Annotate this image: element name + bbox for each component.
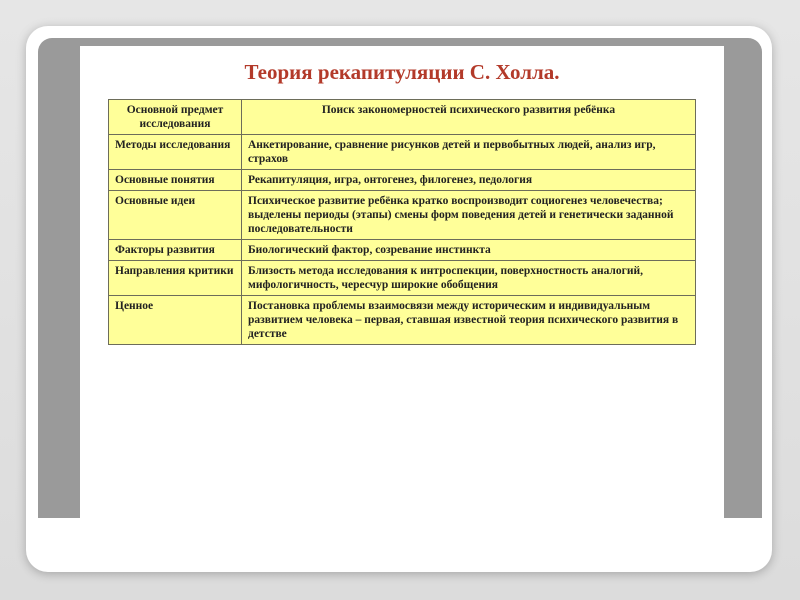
theory-table	[108, 99, 696, 345]
row-label: Факторы развития	[109, 240, 242, 261]
table-row	[109, 135, 696, 170]
row-label: Основной предмет исследования	[109, 100, 242, 135]
slide-bottom-strip	[38, 518, 762, 562]
slide	[80, 46, 724, 536]
row-value: Биологический фактор, созревание инстинкта	[242, 240, 696, 261]
table-row	[109, 296, 696, 345]
row-value: Поиск закономерностей психического развития ребёнка	[242, 100, 696, 135]
row-value: Анкетирование, сравнение рисунков детей и первобытных людей, анализ игр, страхов	[242, 135, 696, 170]
table-row	[109, 261, 696, 296]
row-value: Психическое развитие ребёнка кратко воспроизводит социогенез человечества; выделены периоды (этапы) смены форм поведения детей и генетически заданной последовательности	[242, 191, 696, 240]
table-row	[109, 240, 696, 261]
row-label: Направления критики	[109, 261, 242, 296]
row-label: Основные понятия	[109, 170, 242, 191]
row-label: Ценное	[109, 296, 242, 345]
table-row	[109, 100, 696, 135]
row-value: Рекапитуляция, игра, онтогенез, филогенез, педология	[242, 170, 696, 191]
table-row	[109, 191, 696, 240]
row-value: Близость метода исследования к интроспекции, поверхностность аналогий, мифологичность, чересчур широкие обобщения	[242, 261, 696, 296]
row-value: Постановка проблемы взаимосвязи между историческим и индивидуальным развитием человека – первая, ставшая известной теория психического развития в детстве	[242, 296, 696, 345]
row-label: Основные идеи	[109, 191, 242, 240]
row-label: Методы исследования	[109, 135, 242, 170]
slide-title: Теория рекапитуляции С. Холла.	[244, 60, 560, 84]
table-row	[109, 170, 696, 191]
